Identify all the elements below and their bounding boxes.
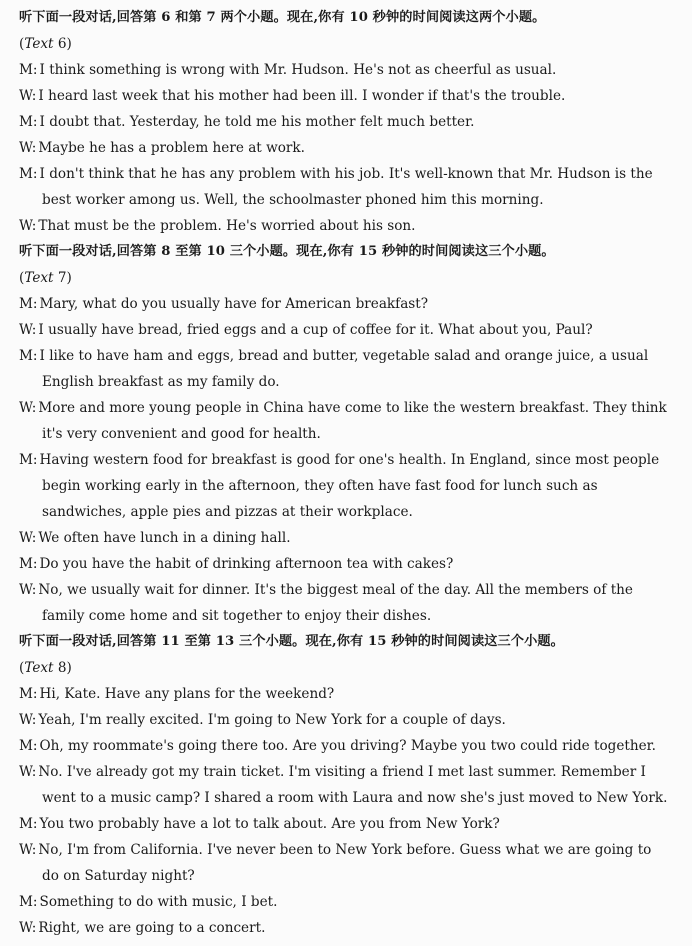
speaker-label: M: <box>19 738 38 754</box>
speaker-label: W: <box>19 530 37 546</box>
speaker-label: W: <box>19 582 37 598</box>
dialogue-line <box>19 161 678 187</box>
speaker-label: M: <box>19 556 38 572</box>
text-number: 6 <box>53 36 67 52</box>
text-label: Text <box>24 36 54 52</box>
dialogue-text: Maybe he has a problem here at work. <box>38 140 305 156</box>
speaker-label: W: <box>19 712 37 728</box>
speaker-label: M: <box>19 816 38 832</box>
dialogue-line <box>19 811 678 837</box>
dialogue-line <box>19 317 678 343</box>
dialogue-text: I doubt that. Yesterday, he told me his mother felt much better. <box>39 114 475 130</box>
text-6-heading <box>19 31 678 57</box>
speaker-label: W: <box>19 218 37 234</box>
speaker-label: W: <box>19 88 37 104</box>
dialogue-line <box>19 525 678 551</box>
dialogue-text: I like to have ham and eggs, bread and butter, vegetable salad and orange juice, a usual <box>39 348 649 364</box>
speaker-label: M: <box>19 296 38 312</box>
dialogue-line <box>19 57 678 83</box>
paren-close: ) <box>66 660 72 676</box>
dialogue-continuation: do on Saturday night? <box>42 868 195 884</box>
dialogue-line <box>19 681 678 707</box>
dialogue-line <box>19 291 678 317</box>
text-8-heading <box>19 655 678 681</box>
speaker-label: M: <box>19 114 38 130</box>
dialogue-text: No. I've already got my train ticket. I'm visiting a friend I met last summer. Remember I <box>38 764 646 780</box>
dialogue-line <box>19 707 678 733</box>
speaker-label: W: <box>19 764 37 780</box>
speaker-label: M: <box>19 894 38 910</box>
speaker-label: M: <box>19 62 38 78</box>
dialogue-text: You two probably have a lot to talk about. Are you from New York? <box>39 816 500 832</box>
dialogue-line <box>19 733 678 759</box>
dialogue-text: Something to do with music, I bet. <box>39 894 278 910</box>
speaker-label: W: <box>19 140 37 156</box>
dialogue-text: That must be the problem. He's worried about his son. <box>38 218 416 234</box>
instruction-text-8: 听下面一段对话,回答第 11 至第 13 三个小题。现在,你有 15 秒钟的时间阅读这三个小题。 <box>19 634 564 649</box>
dialogue-text: I think something is wrong with Mr. Hudson. He's not as cheerful as usual. <box>39 62 557 78</box>
dialogue-line <box>19 83 678 109</box>
speaker-label: M: <box>19 348 38 364</box>
dialogue-text: Do you have the habit of drinking afternoon tea with cakes? <box>39 556 454 572</box>
dialogue-line <box>19 395 678 421</box>
dialogue-line <box>19 577 678 603</box>
dialogue-continuation: best worker among us. Well, the schoolmaster phoned him this morning. <box>42 192 544 208</box>
paren-open: ( <box>19 270 25 286</box>
text-number: 8 <box>53 660 67 676</box>
dialogue-text: More and more young people in China have come to like the western breakfast. They think <box>38 400 667 416</box>
dialogue-line <box>19 889 678 915</box>
instruction-text-7: 听下面一段对话,回答第 8 至第 10 三个小题。现在,你有 15 秒钟的时间阅读这三个小题。 <box>19 244 555 259</box>
dialogue-text: I don't think that he has any problem with his job. It's well-known that Mr. Hudson is the <box>39 166 653 182</box>
dialogue-text: Having western food for breakfast is good for one's health. In England, since most people <box>39 452 660 468</box>
dialogue-text: I usually have bread, fried eggs and a cup of coffee for it. What about you, Paul? <box>38 322 593 338</box>
speaker-label: W: <box>19 920 37 936</box>
paren-open: ( <box>19 36 25 52</box>
dialogue-continuation: English breakfast as my family do. <box>42 374 280 390</box>
dialogue-line <box>19 213 678 239</box>
dialogue-text: Yeah, I'm really excited. I'm going to New York for a couple of days. <box>38 712 506 728</box>
dialogue-line <box>19 837 678 863</box>
dialogue-continuation: sandwiches, apple pies and pizzas at their workplace. <box>42 504 413 520</box>
dialogue-line <box>19 135 678 161</box>
speaker-label: M: <box>19 452 38 468</box>
dialogue-text: I heard last week that his mother had been ill. I wonder if that's the trouble. <box>38 88 566 104</box>
instruction-text-6: 听下面一段对话,回答第 6 和第 7 两个小题。现在,你有 10 秒钟的时间阅读这两个小题。 <box>19 10 546 25</box>
speaker-label: M: <box>19 686 38 702</box>
text-number: 7 <box>53 270 67 286</box>
text-label: Text <box>24 270 54 286</box>
dialogue-text: Hi, Kate. Have any plans for the weekend? <box>39 686 335 702</box>
dialogue-line <box>19 447 678 473</box>
dialogue-text: Oh, my roommate's going there too. Are you driving? Maybe you two could ride together. <box>39 738 656 754</box>
dialogue-line <box>19 759 678 785</box>
dialogue-line <box>19 915 678 941</box>
dialogue-line <box>19 343 678 369</box>
dialogue-text: No, we usually wait for dinner. It's the biggest meal of the day. All the members of the <box>38 582 633 598</box>
text-label: Text <box>24 660 54 676</box>
text-7-heading <box>19 265 678 291</box>
paren-close: ) <box>66 270 72 286</box>
paren-close: ) <box>66 36 72 52</box>
dialogue-text: Right, we are going to a concert. <box>38 920 266 936</box>
dialogue-text: We often have lunch in a dining hall. <box>38 530 291 546</box>
dialogue-line <box>19 551 678 577</box>
dialogue-text: No, I'm from California. I've never been to New York before. Guess what we are going to <box>38 842 652 858</box>
dialogue-continuation: it's very convenient and good for health. <box>42 426 321 442</box>
dialogue-text: Mary, what do you usually have for American breakfast? <box>39 296 429 312</box>
speaker-label: W: <box>19 322 37 338</box>
speaker-label: M: <box>19 166 38 182</box>
paren-open: ( <box>19 660 25 676</box>
speaker-label: W: <box>19 842 37 858</box>
dialogue-line <box>19 109 678 135</box>
dialogue-continuation: begin working early in the afternoon, they often have fast food for lunch such as <box>42 478 598 494</box>
dialogue-continuation: family come home and sit together to enjoy their dishes. <box>42 608 432 624</box>
speaker-label: W: <box>19 400 37 416</box>
dialogue-continuation: went to a music camp? I shared a room with Laura and now she's just moved to New York. <box>42 790 668 806</box>
